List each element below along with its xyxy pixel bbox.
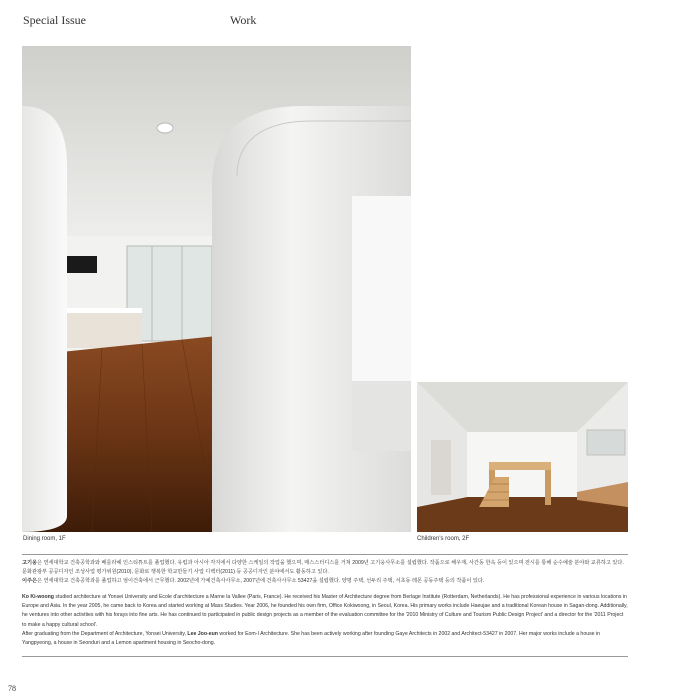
bio-text: 은 연세대학교 건축공학과를 졸업하고 엄이건축에서 근무했다. 2002년에 가예건축사사무소, 2007년에 건축사사무소 53427을 설립했다. 양평 주택, 선두리 주택, 서초동 레몬 공동주택 등의 작품이 있다. [37, 578, 485, 585]
page-number: 78 [8, 684, 16, 693]
category-title: Work [230, 13, 257, 27]
bio-text: worked for Eom-I Architecture. She has been actively working after founding Gaye Architects in 2002 and Architect-53427 in 2007. Her major works include a house in Yangpyeong, a house in Seonduri and a Lemon apartment housing in Seocho-dong. [22, 630, 601, 647]
bio-text: studied architecture at Yonsei University and Ecole d'architecture a Marne la Vallee (Paris, France). He received his Master of Architecture degree from Berlage Institute (Rotterdam, Netherlands). He has professional experience in various locations in Europe and Asia. In the year 2005, he came back to Korea and started working at Mass Studies. Year 2006, he founded his own firm, Office Kokiwoong, in Seoul, Korea. His primary works include Haeujae and a traditional Korean house in Sagan-dong. Additionally, he ventures into other activities with his forays into fine arts. He has continued to participated in public design projects as a member of the evaluation committee for the '2010 Ministry of Culture and Tourism Public Design Project' and a director for the '2011 Project to make a happy cultural school'. [22, 594, 628, 628]
korean-bio-koh [22, 559, 628, 577]
bio-text: 은 연세대학교 건축공학과와 베를라헤 인스티튜트를 졸업했다. 유럽과 아시아 각지에서 다양한 스케일의 작업을 했으며, 매스스터디스를 거쳐 2009년 고기웅사무소를 설립했다. 작품으로 해우재, 사간동 한옥 등이 있으며 전시를 통해 순수예술 분야와 교류하고 있다. 문화관광부 공공디자인 조성사업 평가위원(2010), 문화로 행복한 학교만들기 사업 디렉터(2011) 등 공공디자인 분야에서도 활동하고 있다. [22, 560, 624, 576]
divider [22, 554, 628, 555]
dining-room-photo [22, 46, 411, 532]
section-title: Special Issue [23, 13, 86, 27]
author-name: Ko Ki-woong [22, 594, 54, 600]
english-bio-koh [22, 593, 628, 630]
english-biography [22, 593, 628, 648]
korean-biography [22, 559, 628, 587]
childrens-room-photo [417, 382, 628, 532]
author-name: 이주은 [22, 578, 38, 585]
dining-room-caption: Dining room, 1F [23, 536, 66, 542]
childrens-room-caption: Children's room, 2F [417, 536, 470, 542]
korean-bio-lee [22, 577, 628, 586]
author-name: Lee Joo-eun [187, 630, 218, 637]
divider [22, 656, 628, 657]
english-bio-lee [22, 630, 628, 648]
author-name: 고기웅 [22, 560, 38, 566]
bio-text: After graduating from the Department of Architecture, Yonsei University, [22, 630, 188, 637]
